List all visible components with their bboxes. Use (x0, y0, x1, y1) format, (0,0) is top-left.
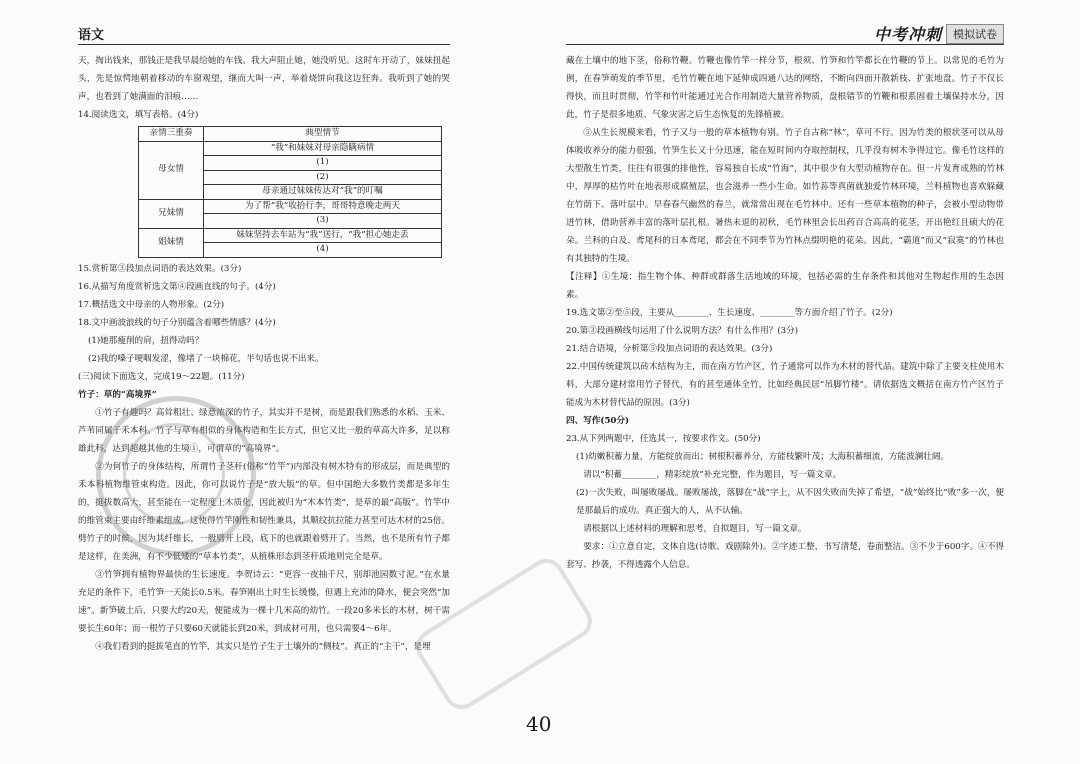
question-22: 22.中国传统建筑以砖木结构为主，而在南方竹产区，竹子通常可以作为木材的替代品。建筑中除了主要支柱使用木料，大部分建材常用竹子替代，有的甚至通体全竹，比如经典民居“吊脚竹楼”。请依据选文概括在南方竹产区竹子能成为木材替代品的原因。(3分) (566, 362, 1004, 408)
article-paragraph: ④我们看到的挺拔笔直的竹竿，其实只是竹子生于土壤外的“侧枝”。真正的“主干”，是埋 (95, 641, 431, 652)
article-paragraph: ②为何竹子的身体结构，所谓竹子茎秆(俗称“竹竿”)内部没有树木特有的形成层，而是典型的禾本科植物维管束构造。因此，你可以说竹子是“放大版”的草。但中国绝大多数竹类都是多年生的，挺拔数高大，甚至能在一定程度上木质化，因此被归为“木本竹类”，是草的最“高版”。竹竿中的维管束主要由纤维素组成，这使得竹竿刚性和韧性兼具，其顺纹抗拉能力甚至可达木材的25倍。劈竹子的时候，因为其纤维长，一般劈开上段，底下的也就跟着劈开了。当然，也不是所有竹子都是这样，在美洲，有不少低矮的“草本竹类”，从植株形态到茎秆质地则完全是草。 (78, 461, 450, 562)
table-blank-cell[interactable]: (2) (204, 170, 442, 185)
brand-logo: 中考冲刺 (873, 25, 942, 44)
passage-continuation: 天，掏出钱来，那钱正是我早晨给她的车钱。我大声阻止她，她没听见。这时车开动了，妹妹扭起头，先是惊愕地朝着移动的车窗观望，继而大叫一声，举着烧饼向我这边狂奔。我听到了她的哭声，也看到了她满面的泪痕…… (78, 56, 450, 102)
question-21: 21.结合语境，分析第⑤段加点词语的表达效果。(3分) (566, 344, 773, 354)
article-paragraph: ①竹子有趣吗？高耸粗壮、绿意浓深的竹子，其实并不是树，而是跟我们熟悉的水稻、玉米、芦苇同属于禾本科。竹子与草有相似的身体构造和生长方式，但它又比一般的草高大许多，足以称雄此科，达到超越其他的生境①，可谓草的“高境界”。 (78, 407, 450, 454)
left-column (78, 52, 450, 656)
header-brand-block (874, 22, 1004, 45)
question-17: 17.概括选文中母亲的人物形象。(2分) (78, 299, 225, 310)
table-header-row (139, 127, 442, 142)
table-header: 亲情三重奏 (139, 127, 204, 142)
question-20: 20.第③段画横线句运用了什么说明方法？有什么作用？(3分) (566, 326, 799, 336)
table-blank-cell[interactable]: (1) (204, 156, 442, 171)
article-title: 竹子：草的“高境界” (78, 389, 157, 400)
table-category: 母女情 (139, 141, 204, 199)
table-category: 姐妹情 (139, 228, 204, 257)
table-cell: 为了帮“我”收拾行李，哥哥特意晚走两天 (204, 199, 442, 214)
question-15: 15.赏析第③段加点词语的表达效果。(3分) (78, 263, 242, 274)
table-row (139, 228, 442, 243)
table-blank-cell[interactable]: (4) (204, 243, 442, 258)
question-18: 18.文中画波浪线的句子分别蕴含着哪些情感？(4分) (78, 317, 276, 328)
table-cell: 妹妹坚持去车站为“我”送行，“我”担心她走丢 (204, 228, 442, 243)
writing-prompt-1: (1)幼嫩积蓄力量，方能绽放而出；树根积蓄养分，方能枝繁叶茂；大海积蓄细流，方能波澜壮阔。 (576, 452, 950, 462)
seal-inner-ring (123, 423, 225, 525)
question-14: 14.阅读选文，填写表格。(4分) (78, 110, 199, 120)
subject-label: 语文 (78, 28, 105, 43)
section-4-heading: 四、写作(50分) (566, 416, 630, 426)
question-19: 19.选文第②至⑤段，主要从________、生长速度、________等方面介绍了竹子。(2分) (566, 308, 893, 318)
table-cell: “我”和妹妹对母亲隐瞒病情 (204, 141, 442, 156)
question-23: 23.从下列两题中，任选其一，按要求作文。(50分) (566, 434, 761, 444)
writing-requirements: 要求：①立意自定，文体自选(诗歌、戏剧除外)。②字迹工整，书写清楚，卷面整洁。③不少于600字。④不得套写、抄袭，不得透露个人信息。 (566, 542, 1004, 570)
seal-stamp-icon (96, 396, 256, 556)
header-rule-right (566, 44, 1004, 45)
writing-prompt-1-task: 请以“积蓄________，精彩绽放”补充完整，作为题目，写一篇文章。 (583, 470, 842, 480)
question-18-sub: (1)她那瘦削的肩，扭得动吗？ (88, 335, 204, 346)
question-16: 16.从描写角度赏析选文第④段画直线的句子。(4分) (78, 281, 276, 292)
right-column (566, 52, 1004, 574)
table-cell: 母亲通过妹妹传达对“我”的叮嘱 (204, 185, 442, 200)
article-paragraph: ⑤从生长规模来看，竹子又与一般的草本植物有别。竹子自古称“林”，草可不行。因为竹类的根状茎可以从母体吸收养分的能力很强，竹笋生长又十分迅速，能在短时间内夺取控制权，几乎没有树木争得过它。像毛竹这样的大型散生竹类，往往有很强的排他性，容易独自长成“竹海”，其中很少有大型动植物存在。但一片发育成熟的竹林中，厚厚的枯竹叶在地表形成腐殖层，也会滋养一些小生命。如竹荪等真菌就独爱竹林环境，兰科植物也喜欢躲藏在竹荫下、落叶层中。早春春气幽然的春兰，就常常出现在毛竹林中。还有一些草本植物的种子，会被小型动物带进竹林，借助营养丰富的落叶层扎根。暑热未退的初秋，毛竹林里会长出药百合高高的花茎，开出艳红且硕大的花朵。兰科的白及、鸢尾科的日本鸢尾，都会在不同季节为竹林点缀明艳的花朵。因此，“霸道”而又“寂寞”的竹林也有其独特的生境。 (566, 128, 1004, 264)
article-paragraph: 藏在土壤中的地下茎，俗称竹鞭。竹鞭也像竹竿一样分节，根须、竹笋和竹竿都长在竹鞭的节上。以常见的毛竹为例，在春笋萌发的季节里，毛竹竹鞭在地下延伸成四通八达的网络，不断向四面开散新枝、扩张地盘。竹子不仅长得快，而且时贯彻，竹竿和竹叶能通过光合作用制造大量营养物质，盘根错节的竹鞭和根系固着土壤保持水分，因此，竹子是很多地质、气象灾害之后生态恢复的先锋植被。 (566, 56, 1004, 120)
table-row (139, 141, 442, 156)
table-blank-cell[interactable]: (3) (204, 214, 442, 229)
header-rule-left (78, 44, 450, 45)
table-row (139, 199, 442, 214)
question-18-sub: (2)我的嗓子哽咽发涩，像堵了一块棉花，半句话也说不出来。 (88, 353, 324, 364)
page-number: 40 (526, 712, 552, 736)
writing-prompt-2: (2)一次失败，叫屡败屡战。屡败屡战，落脚在“战”字上，从不因失败而失掉了希望，“战”始终比“败”多一次，便是那最后的成功。真正强大的人，从不认输。 (576, 488, 1004, 516)
article-note: 【注释】①生境：指生物个体、种群或群落生活地域的环境，包括必需的生存条件和其他对生物起作用的生态因素。 (566, 272, 1004, 300)
writing-prompt-2-task: 请根据以上述材料的理解和思考，自拟题目，写一篇文章。 (583, 524, 807, 534)
section-3-heading: (三)阅读下面选文，完成19～22题。(11分) (78, 371, 245, 382)
series-badge: 模拟试卷 (946, 24, 1004, 44)
article-paragraph: ③竹笋拥有植物界最快的生长速度。李贺诗云：“更容一夜抽千尺，别却池园数寸泥。”在水量充足的条件下，毛竹笋一天能长0.5米。春笋刚出土时生长缓慢，但遇上充沛的降水，便会突然“加速”。新笋破土后，只要大约20天，便能成为一棵十几米高的幼竹。一段20多米长的木材，树干需要长生60年；而一根竹子只要60天就能长到20米，到成材可用，也只需要4～6年。 (78, 569, 450, 634)
table-header: 典型情节 (204, 127, 442, 142)
emotion-table (138, 126, 442, 258)
table-category: 兄妹情 (139, 199, 204, 228)
